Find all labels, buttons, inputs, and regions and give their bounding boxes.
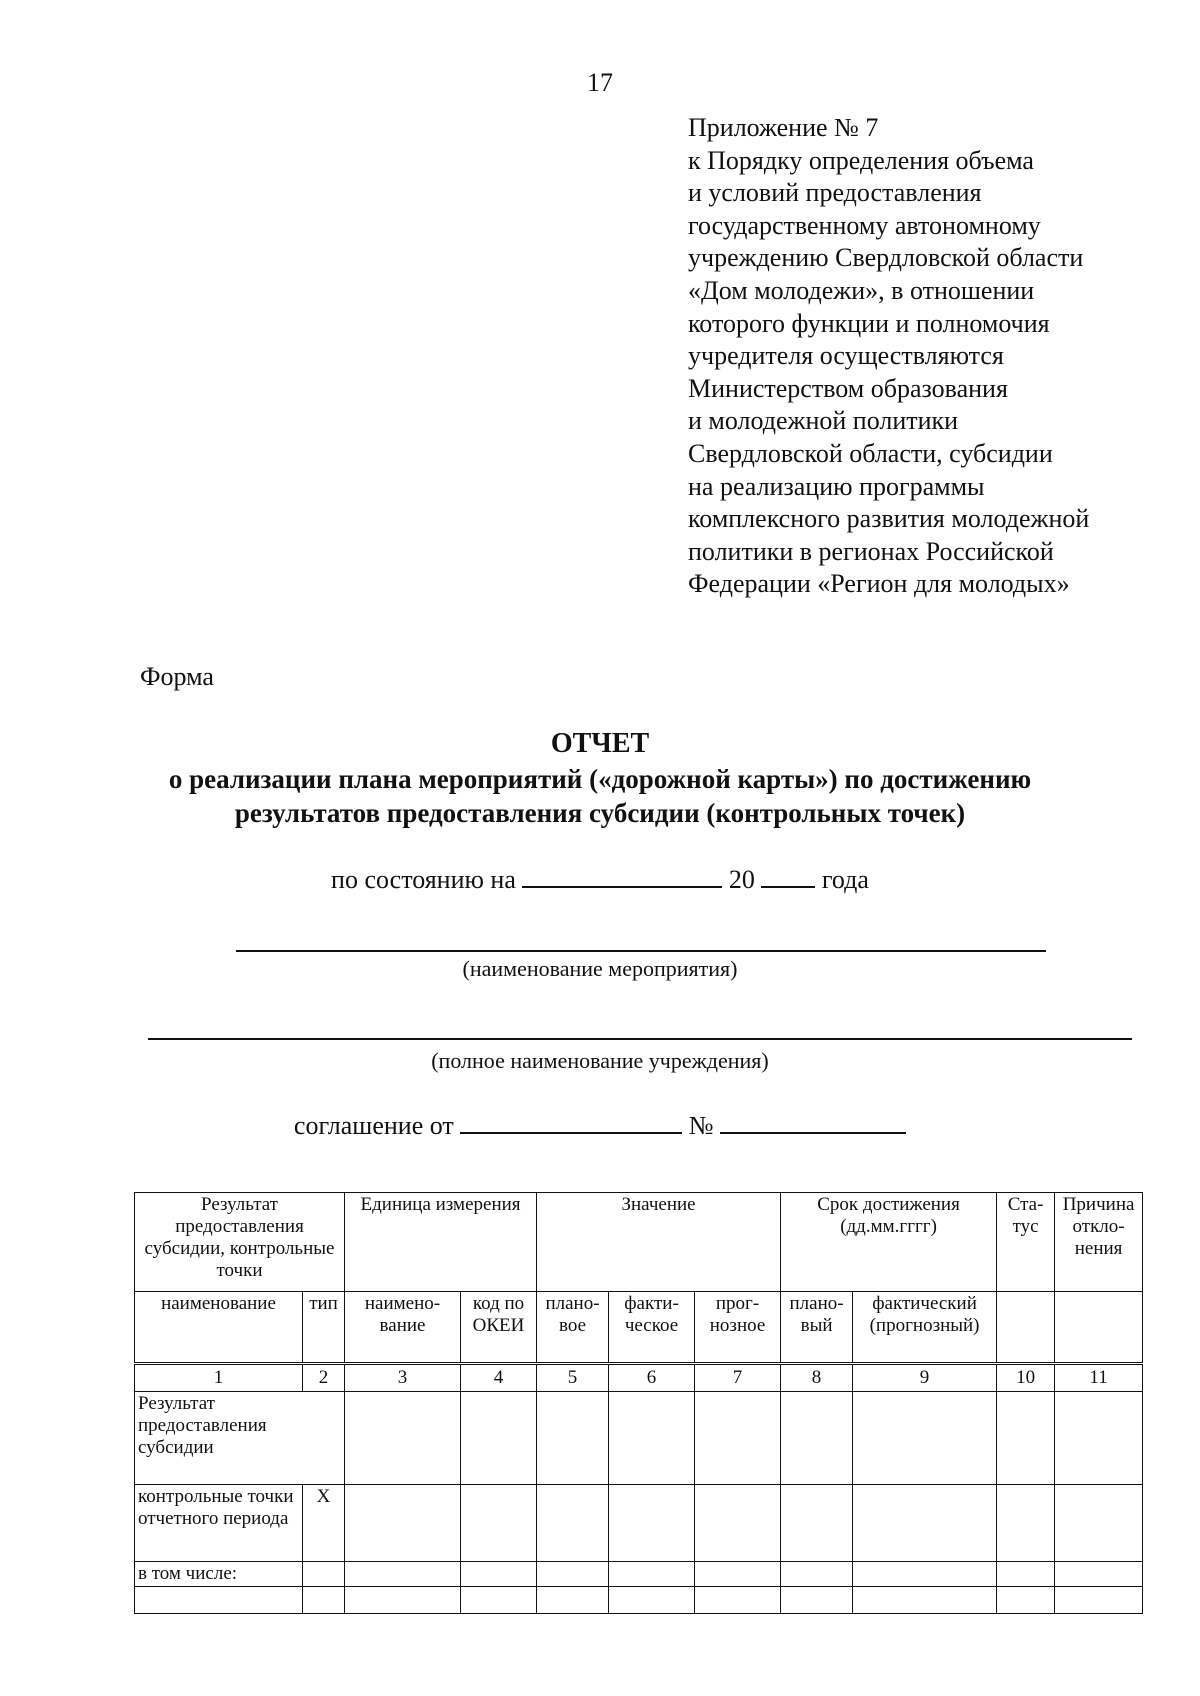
table-cell[interactable] [997,1587,1055,1614]
event-name-caption: (наименование мероприятия) [462,956,738,981]
subheader-status-empty [997,1292,1055,1364]
table-cell[interactable] [345,1562,461,1587]
table-cell[interactable] [135,1587,303,1614]
subheader-forecast: прог- нозное [695,1292,781,1364]
report-title: ОТЧЕТ [550,728,650,759]
appendix-line: Свердловской области, субсидии [688,438,1053,468]
row-label-checkpoints: контрольные точки отчетного периода [135,1485,303,1562]
table-cell[interactable] [1055,1392,1143,1485]
report-table [134,1192,1143,1614]
subheader-name: наименование [135,1292,303,1364]
appendix-line: Федерации «Регион для молодых» [688,569,1070,599]
status-year-blank[interactable] [761,862,815,888]
table-cell[interactable] [345,1485,461,1562]
status-suffix: года [821,865,869,894]
header-unit: Единица измерения [345,1193,537,1292]
table-cell[interactable] [695,1587,781,1614]
header-value: Значение [537,1193,781,1292]
appendix-line: государственному автономному [688,210,1041,240]
table-cell[interactable] [695,1485,781,1562]
table-row-result [135,1392,1143,1485]
header-deadline: Срок достижения (дд.мм.гггг) [781,1193,997,1292]
table-row-including [135,1562,1143,1587]
appendix-line: Министерством образования [688,373,1008,403]
table-cell[interactable] [997,1562,1055,1587]
subheader-deadline-actual: фактический (прогнозный) [853,1292,997,1364]
event-name-line[interactable] [236,950,1046,952]
column-number-row [135,1364,1143,1392]
status-year-prefix: 20 [728,865,755,894]
column-number: 4 [461,1364,537,1392]
table-cell[interactable] [303,1562,345,1587]
column-number: 6 [609,1364,695,1392]
table-cell[interactable] [537,1485,609,1562]
table-cell[interactable] [345,1587,461,1614]
column-number: 10 [997,1364,1055,1392]
appendix-line: на реализацию программы [688,471,985,501]
appendix-line: к Порядку определения объема [688,145,1034,175]
subheader-unit-name: наимено- вание [345,1292,461,1364]
column-number: 5 [537,1364,609,1392]
agreement-line [0,1108,1200,1141]
table-cell[interactable] [1055,1562,1143,1587]
table-cell[interactable] [695,1562,781,1587]
column-number: 1 [135,1364,303,1392]
appendix-line: комплексного развития молодежной [688,504,1090,534]
subheader-actual: факти- ческое [609,1292,695,1364]
table-cell[interactable] [609,1485,695,1562]
table-cell[interactable] [461,1392,537,1485]
table-cell[interactable] [853,1485,997,1562]
table-cell[interactable] [853,1562,997,1587]
table-cell[interactable] [461,1562,537,1587]
table-cell[interactable] [781,1562,853,1587]
header-reason: Причина откло- нения [1055,1193,1143,1292]
institution-name-line[interactable] [148,1038,1132,1040]
table-cell[interactable] [461,1587,537,1614]
institution-name-caption: (полное наименование учреждения) [431,1048,769,1073]
appendix-line: учредителя осуществляются [688,341,1004,371]
status-date-blank[interactable] [522,862,722,888]
table-cell[interactable] [781,1392,853,1485]
row-label-including: в том числе: [135,1562,303,1587]
subheader-okei: код по ОКЕИ [461,1292,537,1364]
appendix-block [688,112,1188,601]
table-cell[interactable] [1055,1485,1143,1562]
appendix-line: учреждению Свердловской области [688,243,1084,273]
form-label: Форма [140,662,214,691]
column-number: 7 [695,1364,781,1392]
header-result: Результат предоставления субсидии, контрольные точки [135,1193,345,1292]
report-subtitle-line1: о реализации плана мероприятий («дорожной карты») по достижению [168,764,1032,794]
table-cell[interactable] [303,1587,345,1614]
table-cell[interactable] [781,1587,853,1614]
subheader-type: тип [303,1292,345,1364]
row-type-x: X [303,1485,345,1562]
page-number: 17 [587,68,613,97]
appendix-line: которого функции и полномочия [688,308,1050,338]
agreement-number-blank[interactable] [720,1108,906,1134]
table-cell[interactable] [537,1562,609,1587]
table-cell[interactable] [695,1392,781,1485]
table-header-row [135,1193,1143,1292]
appendix-line: и условий предоставления [688,178,982,208]
table-cell[interactable] [609,1562,695,1587]
column-number: 8 [781,1364,853,1392]
table-cell[interactable] [781,1485,853,1562]
header-status: Ста- тус [997,1193,1055,1292]
report-subtitle-line2: результатов предоставления субсидии (контрольных точек) [234,798,966,828]
agreement-number-sign: № [688,1111,714,1140]
subheader-reason-empty [1055,1292,1143,1364]
table-cell[interactable] [609,1392,695,1485]
status-prefix: по состоянию на [331,865,516,894]
appendix-line: Приложение № 7 [688,113,879,142]
appendix-line: «Дом молодежи», в отношении [688,275,1035,305]
table-subheader-row [135,1292,1143,1364]
subheader-planned: плано- вое [537,1292,609,1364]
column-number: 9 [853,1364,997,1392]
table-row-checkpoints [135,1485,1143,1562]
column-number: 11 [1055,1364,1143,1392]
appendix-line: и молодежной политики [688,406,959,436]
column-number: 2 [303,1364,345,1392]
table-row-empty [135,1587,1143,1614]
table-cell[interactable] [345,1392,461,1485]
table-cell[interactable] [1055,1587,1143,1614]
status-date-line [0,862,1200,895]
column-number: 3 [345,1364,461,1392]
table-cell[interactable] [537,1392,609,1485]
table-cell[interactable] [997,1485,1055,1562]
table-cell[interactable] [853,1392,997,1485]
row-label-result: Результат предоставления субсидии [135,1392,345,1485]
table-cell[interactable] [537,1587,609,1614]
agreement-prefix: соглашение от [293,1111,454,1140]
table-cell[interactable] [609,1587,695,1614]
appendix-line: политики в регионах Российской [688,536,1054,566]
subheader-deadline-planned: плано- вый [781,1292,853,1364]
table-cell[interactable] [461,1485,537,1562]
agreement-date-blank[interactable] [460,1108,682,1134]
table-cell[interactable] [997,1392,1055,1485]
table-cell[interactable] [853,1587,997,1614]
